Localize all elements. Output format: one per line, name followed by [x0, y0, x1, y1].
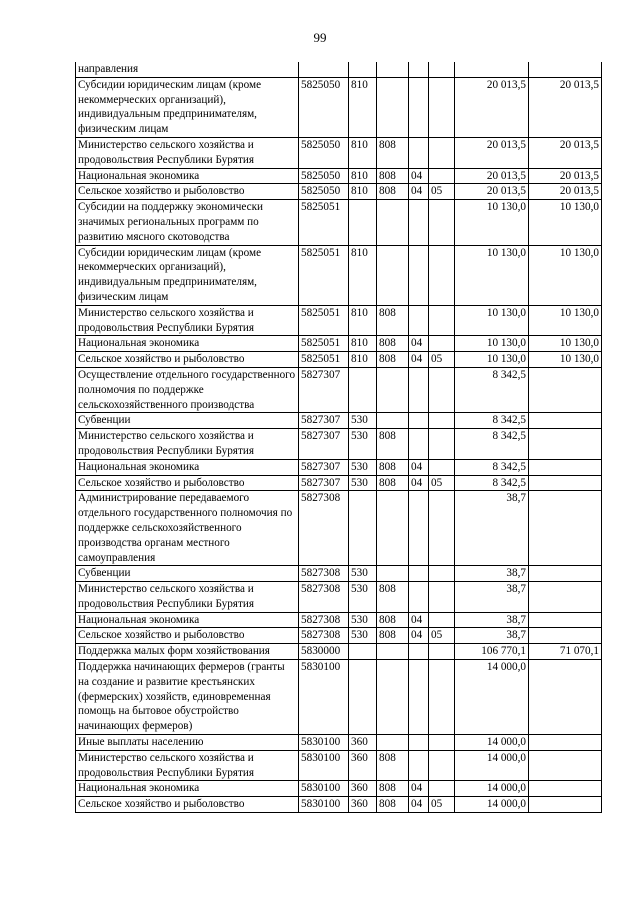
section-code [409, 305, 429, 336]
ministry-code [377, 735, 409, 751]
amount-year-2: 10 130,0 [529, 336, 602, 352]
expense-type-code [349, 62, 377, 77]
amount-year-1: 14 000,0 [455, 797, 529, 813]
ministry-code: 808 [377, 429, 409, 460]
amount-year-1: 10 130,0 [455, 245, 529, 305]
expense-type-code [349, 644, 377, 660]
amount-year-1: 8 342,5 [455, 475, 529, 491]
ministry-code: 808 [377, 352, 409, 368]
target-article-code: 5825050 [299, 168, 349, 184]
table-row [76, 628, 602, 644]
ministry-code [377, 491, 409, 566]
ministry-code: 808 [377, 168, 409, 184]
section-code [409, 413, 429, 429]
subsection-code [429, 137, 455, 168]
subsection-code: 05 [429, 352, 455, 368]
amount-year-1: 8 342,5 [455, 459, 529, 475]
amount-year-2 [529, 660, 602, 735]
target-article-code: 5830100 [299, 660, 349, 735]
amount-year-2 [529, 797, 602, 813]
section-code [409, 62, 429, 77]
target-article-code: 5830100 [299, 735, 349, 751]
table-row [76, 305, 602, 336]
amount-year-1: 10 130,0 [455, 305, 529, 336]
expense-type-code: 360 [349, 750, 377, 781]
amount-year-2: 20 013,5 [529, 168, 602, 184]
subsection-code [429, 336, 455, 352]
amount-year-2: 20 013,5 [529, 184, 602, 200]
ministry-code [377, 660, 409, 735]
subsection-code [429, 660, 455, 735]
section-code: 04 [409, 781, 429, 797]
row-name: Национальная экономика [76, 781, 299, 797]
row-name: Сельское хозяйство и рыболовство [76, 797, 299, 813]
table-row [76, 582, 602, 613]
target-article-code: 5827308 [299, 491, 349, 566]
expense-type-code: 810 [349, 137, 377, 168]
expense-type-code [349, 200, 377, 245]
expense-type-code: 810 [349, 77, 377, 137]
target-article-code: 5830000 [299, 644, 349, 660]
subsection-code [429, 367, 455, 412]
expense-type-code [349, 367, 377, 412]
expense-type-code [349, 491, 377, 566]
subsection-code: 05 [429, 184, 455, 200]
ministry-code [377, 245, 409, 305]
section-code [409, 367, 429, 412]
ministry-code [377, 566, 409, 582]
subsection-code [429, 566, 455, 582]
ministry-code: 808 [377, 305, 409, 336]
target-article-code: 5830100 [299, 750, 349, 781]
amount-year-2: 10 130,0 [529, 200, 602, 245]
amount-year-2: 10 130,0 [529, 305, 602, 336]
target-article-code: 5830100 [299, 781, 349, 797]
amount-year-1: 20 013,5 [455, 184, 529, 200]
subsection-code: 05 [429, 628, 455, 644]
section-code: 04 [409, 612, 429, 628]
ministry-code: 808 [377, 184, 409, 200]
target-article-code: 5827307 [299, 459, 349, 475]
row-name: Национальная экономика [76, 612, 299, 628]
table-row [76, 491, 602, 566]
subsection-code [429, 168, 455, 184]
amount-year-1: 38,7 [455, 582, 529, 613]
amount-year-2 [529, 491, 602, 566]
amount-year-1: 14 000,0 [455, 750, 529, 781]
row-name: Сельское хозяйство и рыболовство [76, 475, 299, 491]
subsection-code [429, 644, 455, 660]
section-code [409, 750, 429, 781]
amount-year-2 [529, 475, 602, 491]
section-code [409, 660, 429, 735]
table-row [76, 367, 602, 412]
subsection-code [429, 305, 455, 336]
row-name: Поддержка начинающих фермеров (гранты на создание и развитие крестьянских (фермерских) хозяйств, единовременная помощь на бытовое обустройство начинающих фермеров) [76, 660, 299, 735]
amount-year-1: 8 342,5 [455, 413, 529, 429]
row-name: Министерство сельского хозяйства и продовольствия Республики Бурятия [76, 429, 299, 460]
subsection-code: 05 [429, 475, 455, 491]
amount-year-2: 71 070,1 [529, 644, 602, 660]
section-code [409, 582, 429, 613]
target-article-code: 5827308 [299, 566, 349, 582]
section-code [409, 200, 429, 245]
expense-type-code [349, 660, 377, 735]
target-article-code: 5827307 [299, 475, 349, 491]
ministry-code [377, 62, 409, 77]
amount-year-1: 20 013,5 [455, 77, 529, 137]
target-article-code: 5827307 [299, 367, 349, 412]
amount-year-1: 38,7 [455, 612, 529, 628]
amount-year-2: 10 130,0 [529, 245, 602, 305]
amount-year-2 [529, 582, 602, 613]
row-name: Администрирование передаваемого отдельного государственного полномочия по поддержке сельскохозяйственного производства органам местного самоуправления [76, 491, 299, 566]
table-row [76, 459, 602, 475]
target-article-code: 5825051 [299, 352, 349, 368]
expense-type-code: 530 [349, 628, 377, 644]
amount-year-2 [529, 367, 602, 412]
amount-year-1 [455, 62, 529, 77]
amount-year-2: 10 130,0 [529, 352, 602, 368]
table-row [76, 168, 602, 184]
section-code: 04 [409, 336, 429, 352]
amount-year-1: 8 342,5 [455, 429, 529, 460]
expense-type-code: 810 [349, 245, 377, 305]
amount-year-1: 10 130,0 [455, 200, 529, 245]
amount-year-1: 38,7 [455, 491, 529, 566]
row-name: Субвенции [76, 413, 299, 429]
ministry-code: 808 [377, 612, 409, 628]
section-code: 04 [409, 628, 429, 644]
subsection-code: 05 [429, 797, 455, 813]
expense-type-code: 810 [349, 336, 377, 352]
expense-type-code: 530 [349, 413, 377, 429]
target-article-code: 5825051 [299, 305, 349, 336]
subsection-code [429, 459, 455, 475]
amount-year-1: 10 130,0 [455, 336, 529, 352]
table-row [76, 137, 602, 168]
row-name: Министерство сельского хозяйства и продовольствия Республики Бурятия [76, 137, 299, 168]
section-code: 04 [409, 797, 429, 813]
row-name: Осуществление отдельного государственного полномочия по поддержке сельскохозяйственного производства [76, 367, 299, 412]
row-name: Субсидии юридическим лицам (кроме некоммерческих организаций), индивидуальным предпринимателям, физическим лицам [76, 245, 299, 305]
section-code [409, 735, 429, 751]
section-code: 04 [409, 475, 429, 491]
target-article-code: 5825050 [299, 137, 349, 168]
ministry-code [377, 413, 409, 429]
amount-year-2 [529, 62, 602, 77]
amount-year-2 [529, 750, 602, 781]
table-row [76, 735, 602, 751]
expense-type-code: 360 [349, 735, 377, 751]
target-article-code: 5827308 [299, 628, 349, 644]
section-code [409, 566, 429, 582]
row-name: Министерство сельского хозяйства и продовольствия Республики Бурятия [76, 750, 299, 781]
row-name: Национальная экономика [76, 459, 299, 475]
amount-year-1: 14 000,0 [455, 660, 529, 735]
section-code [409, 491, 429, 566]
expense-type-code: 530 [349, 429, 377, 460]
subsection-code [429, 735, 455, 751]
target-article-code: 5825051 [299, 245, 349, 305]
subsection-code [429, 750, 455, 781]
table-row [76, 781, 602, 797]
section-code [409, 245, 429, 305]
amount-year-2 [529, 781, 602, 797]
expense-type-code: 810 [349, 305, 377, 336]
row-name: Сельское хозяйство и рыболовство [76, 628, 299, 644]
table-row [76, 77, 602, 137]
table-row [76, 660, 602, 735]
table-row [76, 797, 602, 813]
section-code: 04 [409, 352, 429, 368]
target-article-code: 5825050 [299, 77, 349, 137]
table-row [76, 644, 602, 660]
amount-year-2: 20 013,5 [529, 137, 602, 168]
ministry-code [377, 77, 409, 137]
amount-year-1: 14 000,0 [455, 735, 529, 751]
ministry-code: 808 [377, 137, 409, 168]
expense-type-code: 530 [349, 566, 377, 582]
section-code [409, 137, 429, 168]
page-number: 99 [313, 30, 327, 45]
table-row [76, 62, 602, 77]
table-row [76, 245, 602, 305]
amount-year-2 [529, 429, 602, 460]
ministry-code [377, 644, 409, 660]
amount-year-1: 10 130,0 [455, 352, 529, 368]
section-code [409, 77, 429, 137]
row-name: Иные выплаты населению [76, 735, 299, 751]
expense-type-code: 530 [349, 612, 377, 628]
amount-year-2 [529, 735, 602, 751]
subsection-code [429, 77, 455, 137]
ministry-code: 808 [377, 628, 409, 644]
amount-year-1: 8 342,5 [455, 367, 529, 412]
target-article-code: 5830100 [299, 797, 349, 813]
ministry-code [377, 200, 409, 245]
subsection-code [429, 491, 455, 566]
table-row [76, 413, 602, 429]
ministry-code: 808 [377, 750, 409, 781]
amount-year-2 [529, 628, 602, 644]
table-row [76, 750, 602, 781]
expense-type-code: 530 [349, 582, 377, 613]
amount-year-2 [529, 612, 602, 628]
amount-year-2 [529, 459, 602, 475]
table-row [76, 429, 602, 460]
ministry-code: 808 [377, 459, 409, 475]
row-name: направления [76, 62, 299, 77]
section-code: 04 [409, 459, 429, 475]
table-row [76, 336, 602, 352]
target-article-code [299, 62, 349, 77]
subsection-code [429, 429, 455, 460]
ministry-code [377, 367, 409, 412]
table-row [76, 352, 602, 368]
ministry-code: 808 [377, 336, 409, 352]
row-name: Поддержка малых форм хозяйствования [76, 644, 299, 660]
amount-year-1: 20 013,5 [455, 168, 529, 184]
subsection-code [429, 612, 455, 628]
ministry-code: 808 [377, 797, 409, 813]
target-article-code: 5825051 [299, 200, 349, 245]
expense-type-code: 360 [349, 781, 377, 797]
ministry-code: 808 [377, 582, 409, 613]
expense-type-code: 530 [349, 475, 377, 491]
expense-type-code: 810 [349, 184, 377, 200]
row-name: Национальная экономика [76, 168, 299, 184]
row-name: Сельское хозяйство и рыболовство [76, 184, 299, 200]
section-code: 04 [409, 184, 429, 200]
amount-year-1: 38,7 [455, 566, 529, 582]
subsection-code [429, 781, 455, 797]
amount-year-2 [529, 413, 602, 429]
target-article-code: 5827308 [299, 582, 349, 613]
row-name: Министерство сельского хозяйства и продовольствия Республики Бурятия [76, 582, 299, 613]
amount-year-2 [529, 566, 602, 582]
expense-type-code: 810 [349, 168, 377, 184]
target-article-code: 5827307 [299, 413, 349, 429]
table-row [76, 200, 602, 245]
amount-year-1: 20 013,5 [455, 137, 529, 168]
table-row [76, 566, 602, 582]
section-code: 04 [409, 168, 429, 184]
section-code [409, 429, 429, 460]
amount-year-1: 38,7 [455, 628, 529, 644]
row-name: Субсидии на поддержку экономически значимых региональных программ по развитию мясного скотоводства [76, 200, 299, 245]
expense-type-code: 360 [349, 797, 377, 813]
subsection-code [429, 200, 455, 245]
subsection-code [429, 62, 455, 77]
expense-type-code: 810 [349, 352, 377, 368]
ministry-code: 808 [377, 475, 409, 491]
amount-year-2: 20 013,5 [529, 77, 602, 137]
target-article-code: 5825050 [299, 184, 349, 200]
row-name: Сельское хозяйство и рыболовство [76, 352, 299, 368]
row-name: Национальная экономика [76, 336, 299, 352]
row-name: Субвенции [76, 566, 299, 582]
amount-year-1: 106 770,1 [455, 644, 529, 660]
subsection-code [429, 413, 455, 429]
target-article-code: 5827307 [299, 429, 349, 460]
subsection-code [429, 245, 455, 305]
ministry-code: 808 [377, 781, 409, 797]
table-row [76, 612, 602, 628]
subsection-code [429, 582, 455, 613]
row-name: Министерство сельского хозяйства и продовольствия Республики Бурятия [76, 305, 299, 336]
budget-table [75, 62, 602, 813]
section-code [409, 644, 429, 660]
table-row [76, 184, 602, 200]
expense-type-code: 530 [349, 459, 377, 475]
row-name: Субсидии юридическим лицам (кроме некоммерческих организаций), индивидуальным предпринимателям, физическим лицам [76, 77, 299, 137]
target-article-code: 5827308 [299, 612, 349, 628]
table-row [76, 475, 602, 491]
target-article-code: 5825051 [299, 336, 349, 352]
amount-year-1: 14 000,0 [455, 781, 529, 797]
